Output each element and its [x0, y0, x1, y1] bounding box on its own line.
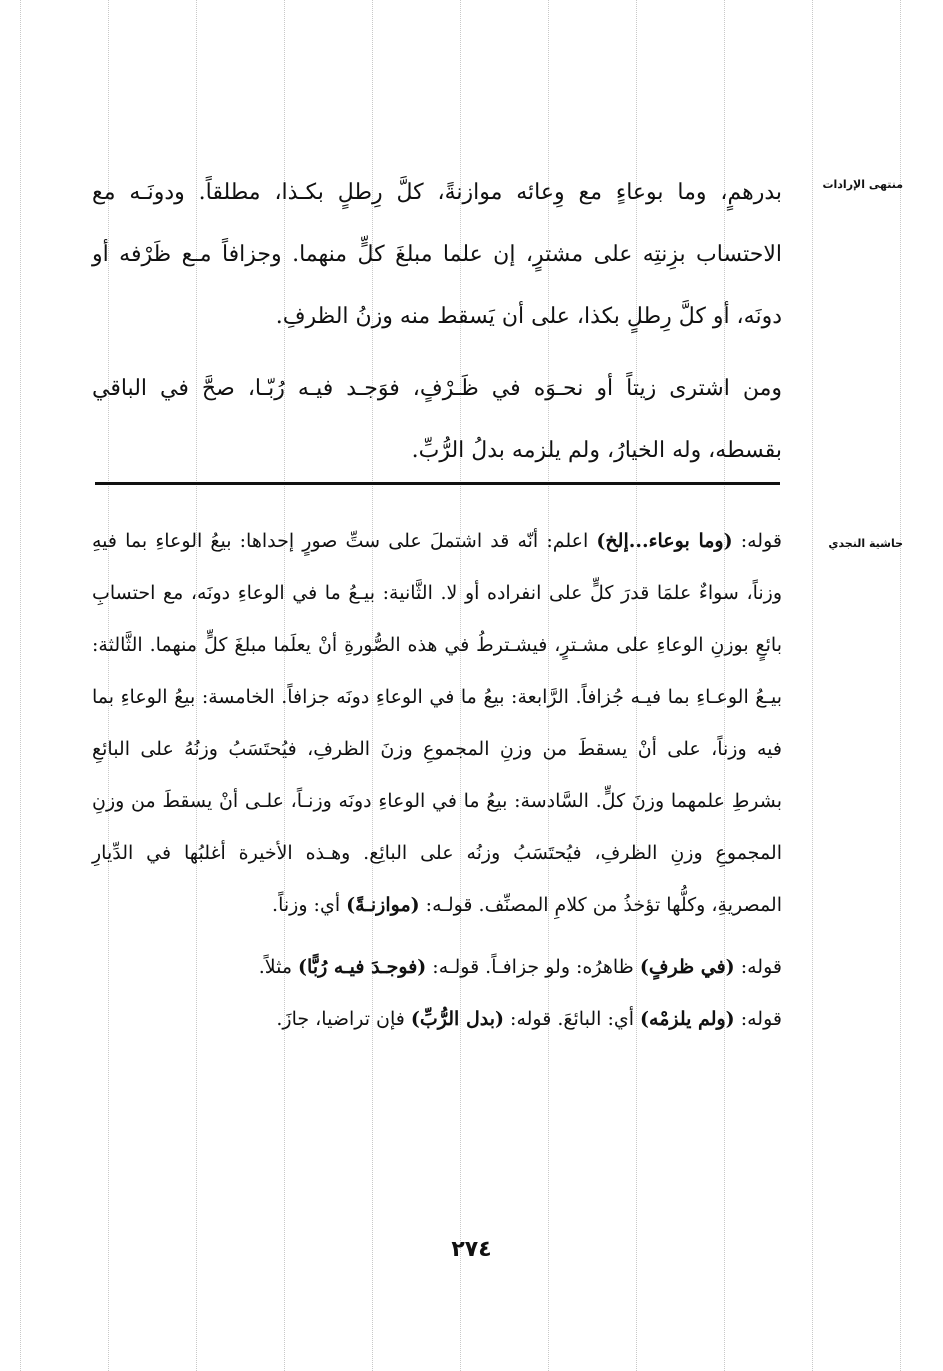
running-head-commentary: حاشية النجدي [828, 537, 903, 550]
main-paragraph: بدرهمٍ، وما بوعاءٍ مع وِعائه موازنةً، كلَّ رِطلٍ بكـذا، مطلقاً. ودونَـه مع الاحتساب بزِنتِه على مشترٍ، إن علما مبلغَ كلٍّ منهما. وجزافاً مـع ظَرْفه أو دونَه، أو كلَّ رِطلٍ بكذا، على أن يَسقط منه وزنُ الظرفِ. [92, 180, 782, 329]
commentary-paragraph [92, 941, 782, 1045]
commentary-text: فإن تراضيا، جازَ. [276, 1008, 411, 1030]
commentary-text: ظاهرُه: ولو جزافـاً. قولـه: [426, 956, 640, 978]
commentary-block [92, 515, 782, 1045]
scan-gridline [20, 0, 21, 1371]
commentary-text: أي: البائعَ. قوله: [504, 1008, 641, 1030]
quoted-lemma: (في ظرفٍ) [639, 956, 735, 978]
running-head-main-text: منتهى الإرادات [822, 178, 903, 191]
commentary-text: اعلم: أنّه قد اشتملَ على ستِّ صورٍ إحداها: بيعُ الوعاءِ بما فيهِ وزناً، سواءٌ علمَا قدرَ كلٍّ على انفراده أو لا. الثَّانية: بيـعُ ما في الوعاءِ دونَه، مع احتسابِ بائعٍ بوزنِ الوعاءِ على مشـترٍ، فيشـترطُ في هذه الصُّورةِ أنْ يعلَما مبلغَ كلٍّ منهما. الثَّالثة: بيـعُ الوعـاءِ بما فيـه جُزافاً. الرَّابعة: بيعُ ما في الوعاءِ دونَه جزافاً. الخامسة: بيعُ الوعاءِ بما فيه وزناً، على أنْ يسقطَ من وزنِ المجموعِ وزنَ الظرفِ، فيُحتَسَبُ وزنُهُ على البائعِ بشرطِ علمهما وزنَ كلٍّ. السَّادسة: بيعُ ما في الوعاءِ دونَه وزنـاً، علـى أنْ يسقطَ من وزنِ المجموعِ وزنِ الظرفِ، فيُحتَسَبُ وزنُه على البائِع. وهـذه الأخيرة أغلبُها في الدِّيارِ المصريةِ، وكلُّها تؤخذُ من كلامِ المصنِّف. قولـه: [92, 530, 782, 916]
quoted-lemma: (ولم يلزمْه) [640, 1008, 735, 1030]
quoted-lemma: (وما بوعاء...إلخ) [596, 530, 733, 552]
quoted-lemma: (فوجـدَ فيـه رُبًّا) [298, 956, 427, 978]
commentary-text: مثلاً. [258, 956, 299, 978]
page-number: ٢٧٤ [451, 1237, 492, 1262]
quoted-lemma: (بدل الرُّبِّ) [410, 1008, 505, 1030]
scan-gridline [812, 0, 813, 1371]
scan-gridline [900, 0, 901, 1371]
separator-rule [95, 482, 780, 485]
commentary-intro: قوله: [734, 956, 782, 978]
main-text-block [92, 162, 782, 482]
commentary-paragraph [92, 515, 782, 931]
commentary-text: أي: وزناً. [272, 894, 347, 916]
commentary-intro: قوله: [732, 530, 782, 552]
commentary-intro: قوله: [734, 1008, 782, 1030]
quoted-lemma: (موازنـةً) [346, 894, 420, 916]
main-paragraph: ومن اشترى زيتاً أو نحـوَه في ظَـرْفٍ، فوَجـد فيـه رُبّـا، صحَّ في الباقي بقسطه، وله الخيارُ، ولم يلزمه بدلُ الرُّبِّ. [92, 376, 782, 463]
